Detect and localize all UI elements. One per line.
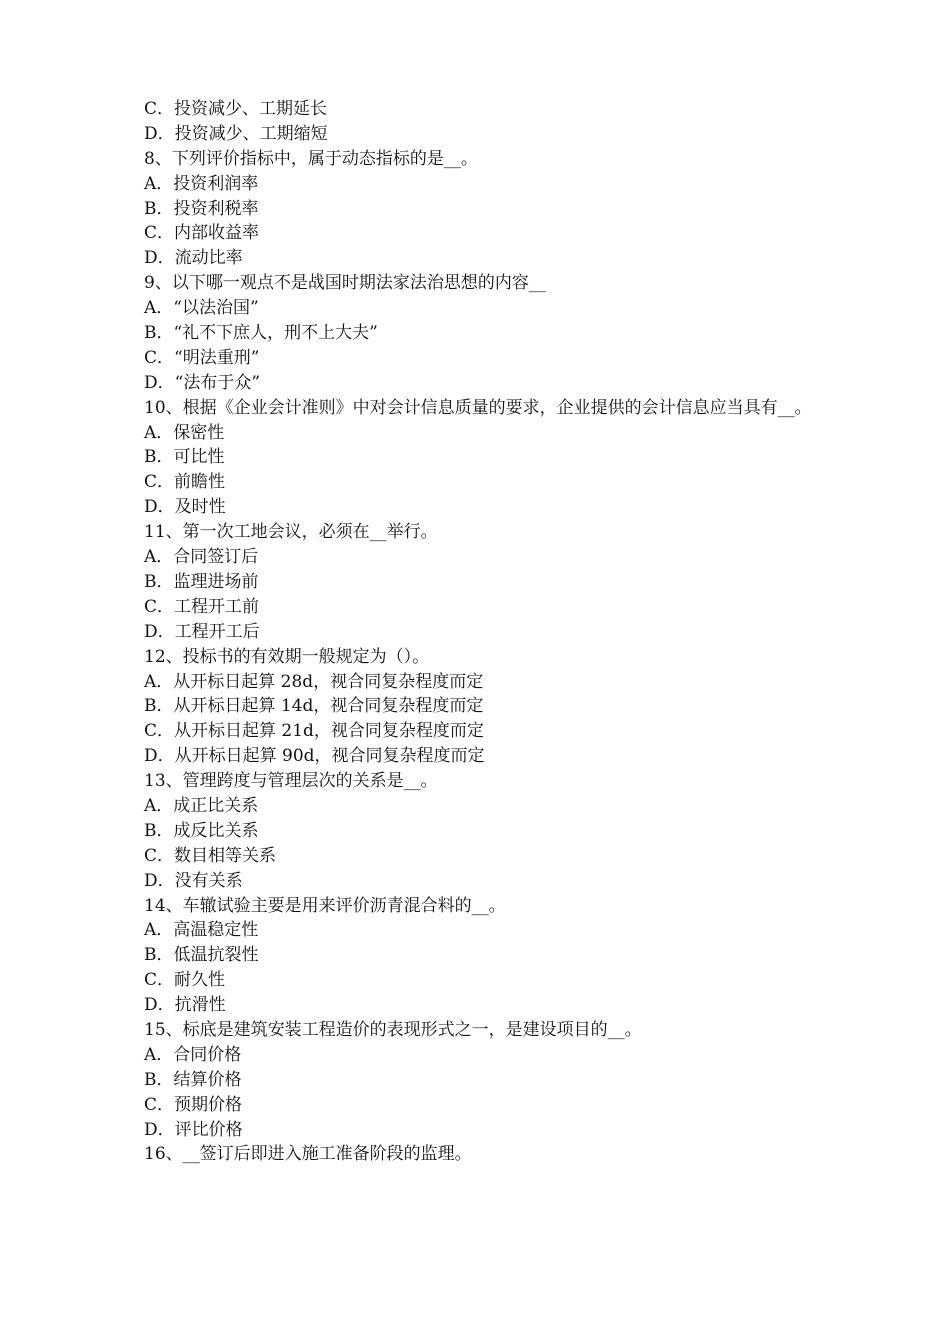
- question-14-option-a: A．高温稳定性: [144, 920, 259, 941]
- question-9-option-d: D．“法布于众”: [144, 372, 261, 393]
- question-10-option-c: C．前瞻性: [144, 472, 226, 493]
- question-9-option-a: A．“以法治国”: [144, 298, 259, 319]
- question-13-option-c: C．数目相等关系: [144, 845, 277, 866]
- question-8: 8、下列评价指标中，属于动态指标的是__。: [144, 148, 478, 169]
- question-10-option-a: A．保密性: [144, 422, 225, 443]
- question-15-option-d: D．评比价格: [144, 1119, 243, 1140]
- question-14-option-c: C．耐久性: [144, 970, 226, 991]
- question-8-option-d: D．流动比率: [144, 248, 243, 269]
- question-13-option-d: D．没有关系: [144, 870, 243, 891]
- question-12-option-c: C．从开标日起算 21d，视合同复杂程度而定: [144, 721, 484, 742]
- question-10-option-b: B．可比性: [144, 447, 225, 468]
- question-9-option-c: C．“明法重刑”: [144, 347, 260, 368]
- question-12: 12、投标书的有效期一般规定为（）。: [144, 646, 430, 667]
- question-8-option-a: A．投资利润率: [144, 173, 259, 194]
- question-11-option-a: A．合同签订后: [144, 547, 259, 568]
- question-13-option-b: B．成反比关系: [144, 820, 259, 841]
- question-12-option-b: B．从开标日起算 14d，视合同复杂程度而定: [144, 696, 484, 717]
- option-c-line: C．投资减少、工期延长: [144, 99, 328, 119]
- question-12-option-a: A．从开标日起算 28d，视合同复杂程度而定: [144, 671, 484, 692]
- document-page: [144, 97, 824, 1167]
- question-9: 9、以下哪一观点不是战国时期法家法治思想的内容__: [144, 273, 546, 294]
- question-13-option-a: A．成正比关系: [144, 795, 259, 816]
- question-14-option-d: D．抗滑性: [144, 995, 226, 1016]
- question-14-option-b: B．低温抗裂性: [144, 945, 259, 966]
- question-8-option-b: B．投资利税率: [144, 198, 259, 219]
- question-15-option-a: A．合同价格: [144, 1044, 242, 1065]
- question-9-option-b: B．“礼不下庶人，刑不上大夫”: [144, 323, 378, 344]
- question-11-option-b: B．监理进场前: [144, 571, 259, 592]
- question-8-option-c: C．内部收益率: [144, 223, 260, 244]
- question-10: 10、根据《企业会计准则》中对会计信息质量的要求，企业提供的会计信息应当具有__。: [144, 397, 812, 418]
- question-11: 11、第一次工地会议，必须在__举行。: [144, 522, 438, 543]
- question-16: 16、__签订后即进入施工准备阶段的监理。: [144, 1144, 472, 1165]
- question-11-option-c: C．工程开工前: [144, 596, 260, 617]
- question-12-option-d: D．从开标日起算 90d，视合同复杂程度而定: [144, 746, 485, 767]
- question-15-option-b: B．结算价格: [144, 1069, 242, 1090]
- question-15: 15、标底是建筑安装工程造价的表现形式之一，是建设项目的__。: [144, 1019, 642, 1040]
- question-11-option-d: D．工程开工后: [144, 621, 260, 642]
- option-d-line: D．投资减少、工期缩短: [144, 123, 328, 144]
- question-10-option-d: D．及时性: [144, 497, 226, 518]
- question-14: 14、车辙试验主要是用来评价沥青混合料的__。: [144, 895, 506, 916]
- question-13: 13、管理跨度与管理层次的关系是__。: [144, 771, 438, 792]
- question-15-option-c: C．预期价格: [144, 1094, 243, 1115]
